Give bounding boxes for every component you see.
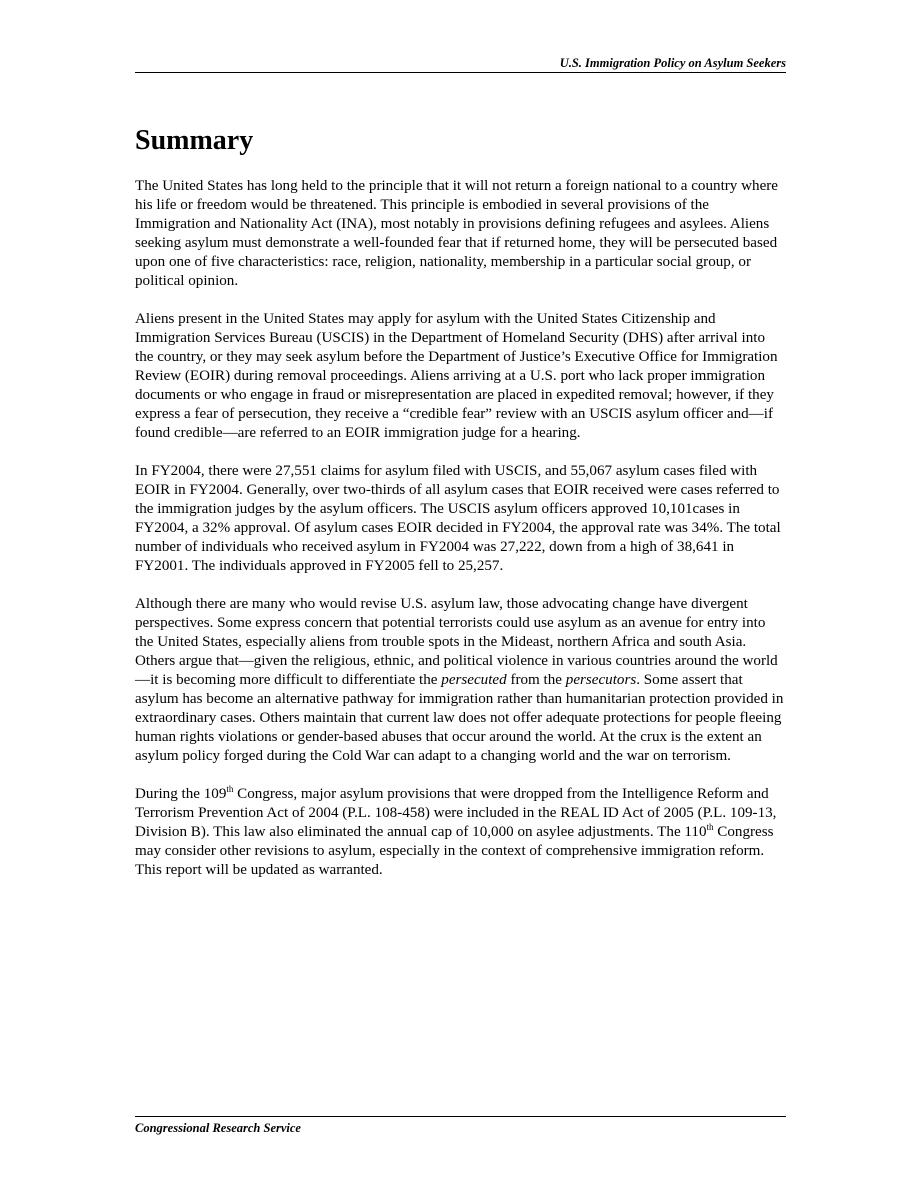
summary-body — [135, 177, 786, 899]
text-run: During the 109 — [135, 786, 227, 802]
paragraph-principle: The United States has long held to the principle that it will not return a foreign national to a country where his life or freedom would be threatened. This principle is embodied in several provisions of the Immigration and Nationality Act (INA), most notably in provisions defining refugees and asylees. Aliens seeking asylum must demonstrate a well-founded fear that if returned home, they will be persecuted based upon one of five characteristics: race, religion, nationality, membership in a particular social group, or political opinion. — [135, 178, 778, 289]
page-title: Summary — [135, 125, 254, 156]
running-footer: Congressional Research Service — [135, 1121, 301, 1135]
ordinal-suffix: th — [706, 822, 714, 832]
header-rule — [135, 72, 786, 73]
text-run: Congress, major asylum provisions that were dropped from the Intelligence Reform and Terrorism Prevention Act of 2004 (P.L. 108-458) were included in the REAL ID Act of 2005 (P.L. 109-13, Division B). This law also eliminated the annual cap of 10,000 on asylee adjustments. The 110 — [135, 786, 777, 840]
text-run: Although there are many who would revise U.S. asylum law, those advocating change have divergent perspectives. Some express concern that potential terrorists could use asylum as an avenue for entry into the United States, especially aliens from trouble spots in the Mideast, northern Africa and south Asia. Others argue that—given the religious, ethnic, and political violence in various countries around the world—it is becoming more difficult to differentiate the — [135, 596, 778, 688]
text-run: Congress may consider other revisions to asylum, especially in the context of comprehensive immigration reform. This report will be updated as warranted. — [135, 824, 774, 878]
emphasis-persecuted: persecuted — [441, 672, 507, 688]
footer-rule — [135, 1116, 786, 1117]
paragraph-perspectives — [135, 595, 786, 766]
running-header: U.S. Immigration Policy on Asylum Seekers — [559, 56, 786, 70]
paragraph-congress — [135, 785, 786, 880]
paragraph-statistics: In FY2004, there were 27,551 claims for asylum filed with USCIS, and 55,067 asylum cases filed with EOIR in FY2004. Generally, over two-thirds of all asylum cases that EOIR received were cases referred to the immigration judges by the asylum officers. The USCIS asylum officers approved 10,101cases in FY2004, a 32% approval. Of asylum cases EOIR decided in FY2004, the approval rate was 34%. The total number of individuals who received asylum in FY2004 was 27,222, down from a high of 38,641 in FY2001. The individuals approved in FY2005 fell to 25,257. — [135, 463, 781, 574]
emphasis-persecutors: persecutors — [565, 672, 637, 688]
text-run: from the — [506, 672, 566, 688]
ordinal-suffix: th — [226, 784, 234, 794]
paragraph-application-process: Aliens present in the United States may apply for asylum with the United States Citizenship and Immigration Services Bureau (USCIS) in the Department of Homeland Security (DHS) after arrival into the country, or they may seek asylum before the Department of Justice’s Executive Office for Immigration Review (EOIR) during removal proceedings. Aliens arriving at a U.S. port who lack proper immigration documents or who engage in fraud or misrepresentation are placed in expedited removal; however, if they express a fear of persecution, they receive a “credible fear” review with an USCIS asylum officer and—if found credible—are referred to an EOIR immigration judge for a hearing. — [135, 311, 778, 441]
text-run: . Some assert that asylum has become an alternative pathway for immigration rather than humanitarian protection provided in extraordinary cases. Others maintain that current law does not offer adequate protections for people fleeing human rights violations or gender-based abuses that occur around the world. At the crux is the extent an asylum policy forged during the Cold War can adapt to a changing world and the war on terrorism. — [135, 672, 784, 764]
